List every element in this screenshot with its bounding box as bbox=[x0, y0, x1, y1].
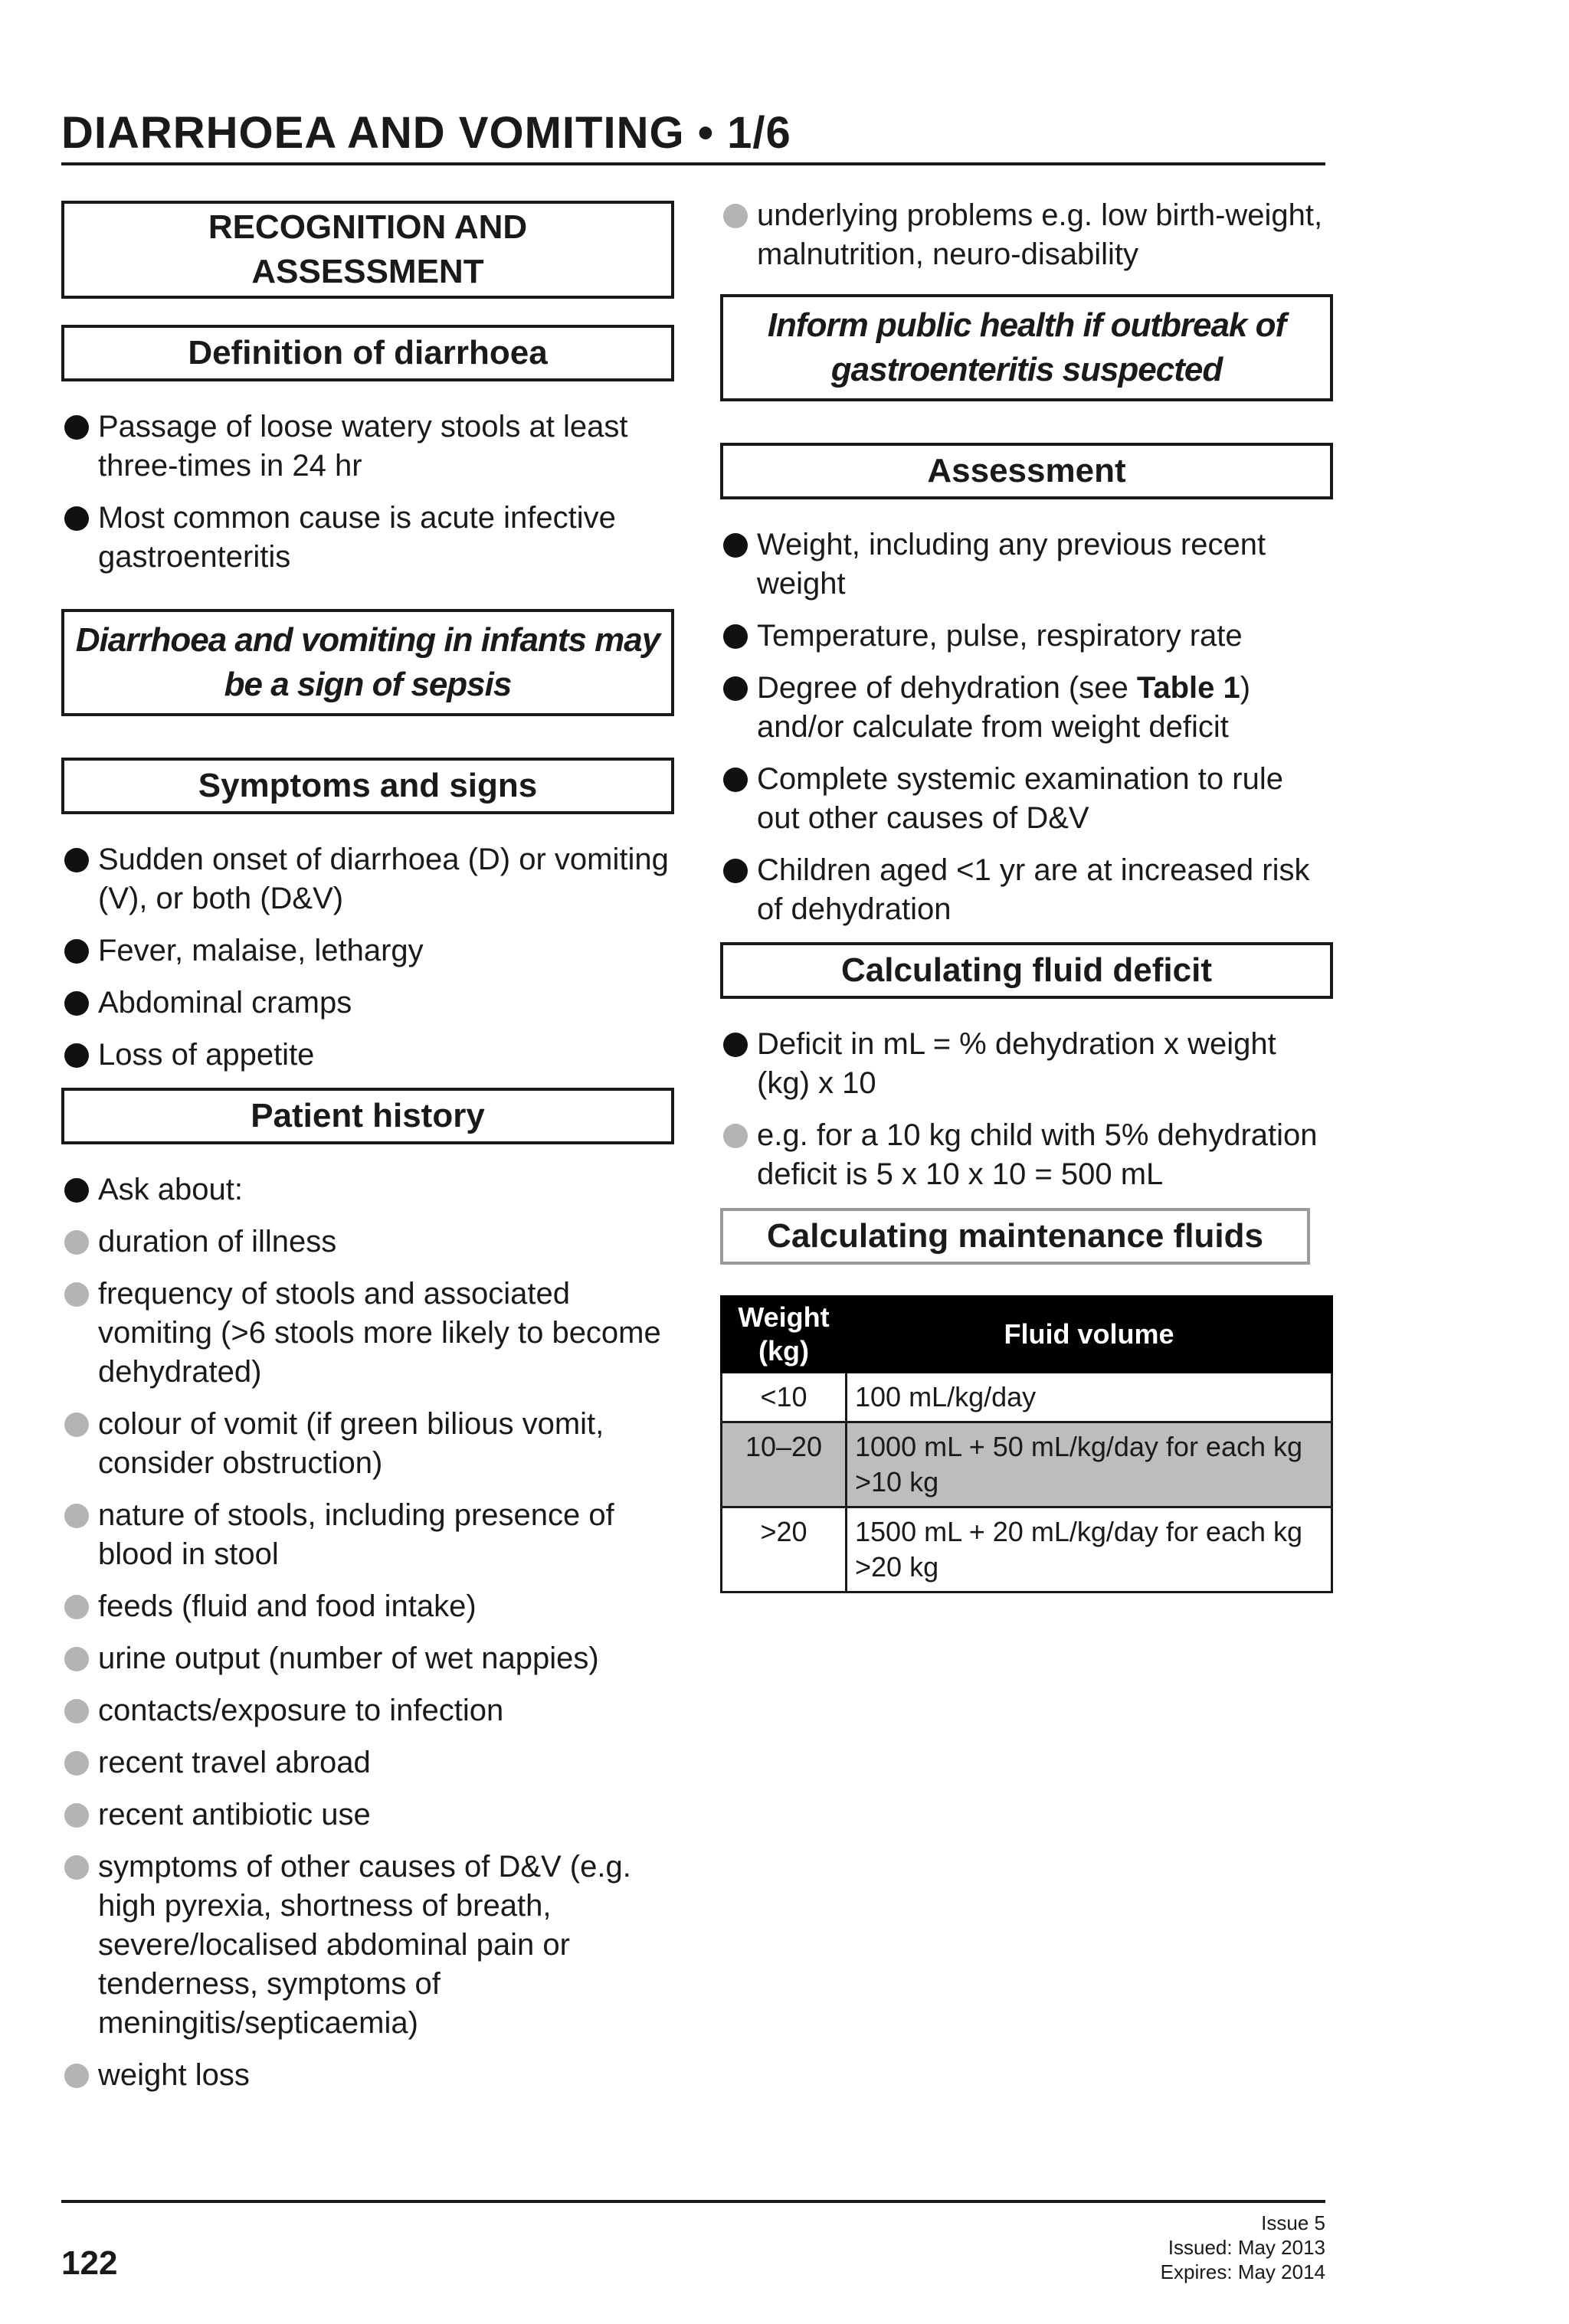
table-header-row bbox=[722, 1297, 1332, 1373]
page-title: DIARRHOEA AND VOMITING • 1/6 bbox=[61, 108, 791, 158]
page-number: 122 bbox=[61, 2244, 118, 2282]
public-health-note: Inform public health if outbreak of gastroenteritis suspected bbox=[720, 294, 1333, 401]
expiry-date: Expires: May 2014 bbox=[1160, 2260, 1325, 2283]
right-column bbox=[720, 196, 1333, 1593]
fluid-deficit-heading: Calculating fluid deficit bbox=[720, 942, 1333, 999]
volume-cell: 100 mL/kg/day bbox=[847, 1373, 1332, 1422]
issued-date: Issued: May 2013 bbox=[1168, 2236, 1325, 2259]
sub-bullet-icon bbox=[64, 1282, 89, 1307]
left-column bbox=[61, 201, 674, 2108]
sub-bullet-icon bbox=[64, 2064, 89, 2088]
list-item: recent antibiotic use bbox=[61, 1795, 674, 1835]
sub-bullet-icon bbox=[64, 1855, 89, 1880]
sub-bullet-icon bbox=[64, 1751, 89, 1776]
issue-info bbox=[1161, 2211, 1325, 2284]
bullet-icon bbox=[64, 506, 89, 531]
list-item: Weight, including any previous recent weight bbox=[720, 525, 1333, 604]
sub-bullet-icon bbox=[64, 1504, 89, 1528]
maintenance-fluids-table bbox=[720, 1295, 1333, 1593]
sub-bullet-icon bbox=[723, 204, 748, 228]
list-item: Passage of loose watery stools at least three-times in 24 hr bbox=[61, 408, 674, 486]
list-item: Deficit in mL = % dehydration x weight (kg) x 10 bbox=[720, 1025, 1333, 1103]
list-item: contacts/exposure to infection bbox=[61, 1691, 674, 1730]
weight-cell: 10–20 bbox=[722, 1422, 847, 1507]
sub-bullet-icon bbox=[64, 1803, 89, 1828]
bullet-icon bbox=[64, 939, 89, 964]
table-row bbox=[722, 1507, 1332, 1592]
deficit-list bbox=[720, 1025, 1333, 1194]
list-item: Most common cause is acute infective gastroenteritis bbox=[61, 499, 674, 577]
volume-cell: 1500 mL + 20 mL/kg/day for each kg >20 kg bbox=[847, 1507, 1332, 1592]
list-item: Sudden onset of diarrhoea (D) or vomiting (V), or both (D&V) bbox=[61, 840, 674, 918]
bullet-icon bbox=[723, 533, 748, 558]
sub-bullet-icon bbox=[723, 1124, 748, 1148]
bullet-icon bbox=[64, 1043, 89, 1068]
bullet-icon bbox=[723, 624, 748, 649]
bullet-icon bbox=[723, 1033, 748, 1057]
list-item: feeds (fluid and food intake) bbox=[61, 1587, 674, 1626]
history-heading: Patient history bbox=[61, 1088, 674, 1144]
volume-cell: 1000 mL + 50 mL/kg/day for each kg >10 kg bbox=[847, 1422, 1332, 1507]
table-row bbox=[722, 1422, 1332, 1507]
sub-bullet-icon bbox=[64, 1699, 89, 1723]
list-item: Complete systemic examination to rule out other causes of D&V bbox=[720, 760, 1333, 838]
list-item: urine output (number of wet nappies) bbox=[61, 1639, 674, 1678]
bullet-icon bbox=[64, 415, 89, 440]
column-header-weight: Weight (kg) bbox=[722, 1297, 847, 1373]
issue-number: Issue 5 bbox=[1261, 2211, 1325, 2234]
sub-bullet-icon bbox=[64, 1595, 89, 1619]
bullet-icon bbox=[723, 768, 748, 792]
bullet-icon bbox=[723, 676, 748, 701]
bullet-icon bbox=[64, 991, 89, 1016]
bullet-icon bbox=[64, 1178, 89, 1203]
sepsis-warning: Diarrhoea and vomiting in infants may be a sign of sepsis bbox=[61, 609, 674, 716]
list-item: duration of illness bbox=[61, 1223, 674, 1262]
symptoms-heading: Symptoms and signs bbox=[61, 758, 674, 814]
list-item: Loss of appetite bbox=[61, 1036, 674, 1075]
list-item: Temperature, pulse, respiratory rate bbox=[720, 617, 1333, 656]
weight-cell: <10 bbox=[722, 1373, 847, 1422]
recognition-heading: RECOGNITION AND ASSESSMENT bbox=[61, 201, 674, 299]
list-item: Degree of dehydration (see Table 1) and/or calculate from weight deficit bbox=[720, 669, 1333, 747]
underlying-list bbox=[720, 196, 1333, 274]
table-row bbox=[722, 1373, 1332, 1422]
list-item: underlying problems e.g. low birth-weight, malnutrition, neuro-disability bbox=[720, 196, 1333, 274]
list-item: e.g. for a 10 kg child with 5% dehydration deficit is 5 x 10 x 10 = 500 mL bbox=[720, 1116, 1333, 1194]
weight-cell: >20 bbox=[722, 1507, 847, 1592]
definition-list bbox=[61, 408, 674, 577]
title-rule bbox=[61, 162, 1325, 165]
bullet-icon bbox=[723, 859, 748, 883]
footer-rule bbox=[61, 2200, 1325, 2203]
list-item: frequency of stools and associated vomiting (>6 stools more likely to become dehydrated) bbox=[61, 1275, 674, 1392]
table-reference: Table 1 bbox=[1136, 671, 1240, 705]
sub-bullet-icon bbox=[64, 1412, 89, 1437]
assessment-list bbox=[720, 525, 1333, 929]
history-list bbox=[61, 1170, 674, 2095]
list-item: Ask about: bbox=[61, 1170, 674, 1209]
list-item: recent travel abroad bbox=[61, 1743, 674, 1782]
maintenance-fluids-heading: Calculating maintenance fluids bbox=[720, 1208, 1310, 1265]
symptoms-list bbox=[61, 840, 674, 1075]
list-item: Fever, malaise, lethargy bbox=[61, 931, 674, 971]
bullet-icon bbox=[64, 848, 89, 872]
sub-bullet-icon bbox=[64, 1647, 89, 1671]
column-header-fluid-volume: Fluid volume bbox=[847, 1297, 1332, 1373]
definition-heading: Definition of diarrhoea bbox=[61, 325, 674, 381]
list-item: Abdominal cramps bbox=[61, 984, 674, 1023]
sub-bullet-icon bbox=[64, 1230, 89, 1255]
list-item: symptoms of other causes of D&V (e.g. high pyrexia, shortness of breath, severe/localised abdominal pain or tenderness, symptoms of meningitis/septicaemia) bbox=[61, 1848, 674, 2043]
list-item: weight loss bbox=[61, 2056, 674, 2095]
list-item: nature of stools, including presence of blood in stool bbox=[61, 1496, 674, 1574]
assessment-heading: Assessment bbox=[720, 443, 1333, 499]
list-item: Children aged <1 yr are at increased risk of dehydration bbox=[720, 851, 1333, 929]
list-item: colour of vomit (if green bilious vomit, consider obstruction) bbox=[61, 1405, 674, 1483]
